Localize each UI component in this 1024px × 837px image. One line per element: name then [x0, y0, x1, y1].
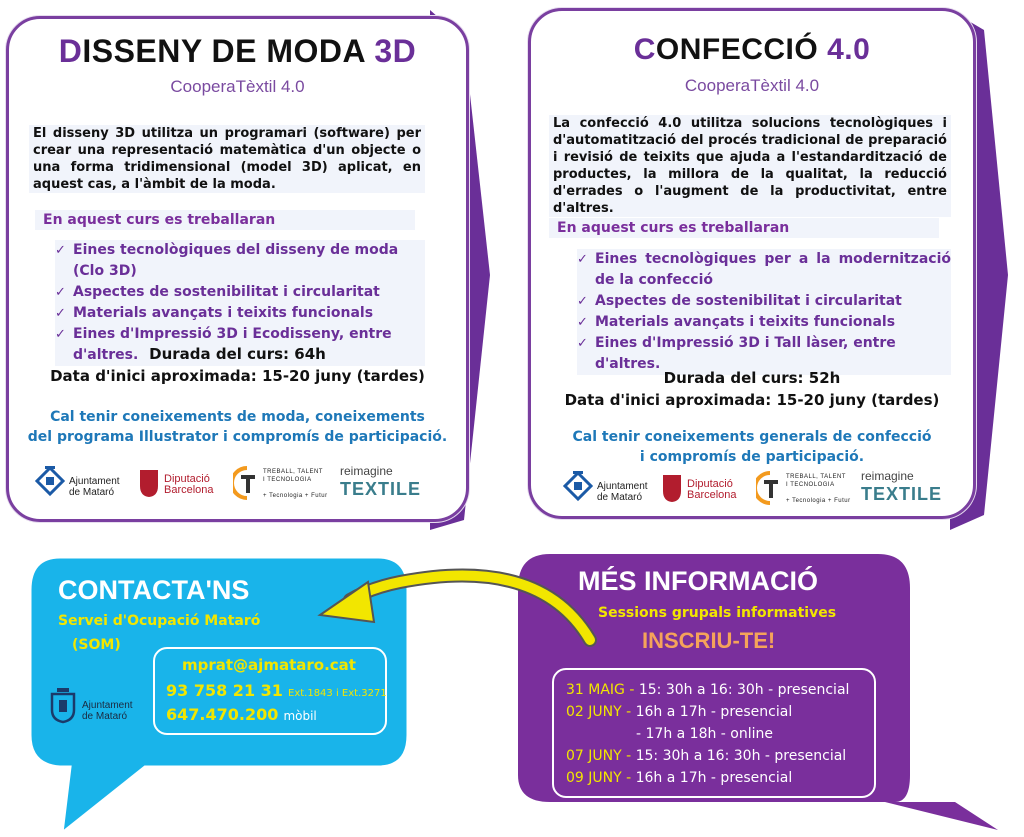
session-row: 07 JUNY - 15: 30h a 16: 30h - presencial [566, 748, 847, 764]
requirements-line-2: i compromís de participació. [639, 449, 865, 465]
sessions-list [566, 679, 849, 789]
course-subtitle: CooperaTèxtil 4.0 [684, 76, 820, 95]
check-icon: ✓ [55, 327, 66, 342]
phone-number[interactable]: 93 758 21 31 [166, 681, 283, 700]
check-icon: ✓ [55, 285, 66, 300]
check-icon: ✓ [577, 336, 588, 351]
course-title: CONFECCIÓ 4.0 [633, 33, 871, 66]
contact-mobile [166, 705, 317, 724]
session-row: 02 JUNY - 16h a 17h - presencial [566, 704, 793, 720]
diputacio-logo: Diputació Barcelona [138, 464, 228, 504]
signup-cta[interactable]: INSCRIU-TE! [642, 628, 776, 653]
list-item: ✓ Materials avançats i teixits funcionals [577, 312, 951, 333]
contact-phone [166, 681, 387, 700]
requirements-line-2: del programa Illustrator i compromís de participació. [27, 429, 448, 445]
topics-lead: En aquest curs es treballaran [549, 218, 939, 238]
ajuntament-emblem-icon [48, 688, 78, 724]
session-row: - 17h a 18h - online [636, 726, 774, 742]
list-item: ✓ Aspectes de sostenibilitat i circularitat [577, 291, 951, 312]
treball-t-icon [756, 471, 784, 505]
diputacio-logo: Diputació Barcelona [661, 471, 751, 507]
reimagine-textile-logo: reimagine TEXTILE [340, 464, 422, 499]
ajuntament-logo: Ajuntament de Mataró [35, 464, 135, 504]
list-item: ✓ Materials avançats i teixits funcionals [55, 303, 425, 324]
topics-lead: En aquest curs es treballaran [35, 210, 415, 230]
course-card-confeccio [528, 8, 976, 519]
session-row: 09 JUNY - 16h a 17h - presencial [566, 770, 793, 786]
check-icon: ✓ [55, 306, 66, 321]
curved-arrow-icon [290, 560, 610, 660]
mobile-label: mòbil [283, 709, 317, 723]
course-description: La confecció 4.0 utilitza solucions tecnològiques i d'automatització del procés tradicional de preparació i revisió de teixits que ajuda a l'estandardització de productes, la millora de la qualitat, la reducció d'errades o l'augment de la productivitat, entre d'altres. [549, 115, 951, 217]
contact-service: Servei d'Ocupació Mataró [58, 613, 261, 629]
course-title: DISSENY DE MODA 3D [58, 33, 417, 69]
list-item: ✓ Eines tecnològiques del disseny de moda (Clo 3D) [55, 242, 399, 279]
requirements-line-1: Cal tenir coneixements de moda, coneixements [50, 409, 425, 425]
requirements-line-1: Cal tenir coneixements generals de confecció [572, 429, 932, 445]
course-duration: Durada del curs: 52h [663, 369, 841, 387]
list-item: ✓ Aspectes de sostenibilitat i circularitat [55, 282, 425, 303]
course-description: El disseny 3D utilitza un programari (software) per crear una representació matemàtica d'un objecte o una forma tridimensional (model 3D) aplicat, en aquest cas, a l'àmbit de la moda. [29, 125, 425, 193]
course-subtitle: CooperaTèxtil 4.0 [170, 77, 305, 96]
ajuntament-logo: Ajuntament de Mataró [48, 688, 148, 728]
list-item: ✓ Eines tecnològiques per a la modernització de la confecció [577, 251, 951, 288]
contact-title: CONTACTA'NS [58, 575, 250, 605]
mobile-number[interactable]: 647.470.200 [166, 705, 279, 724]
info-subtitle: Sessions grupals informatives [598, 605, 837, 621]
treball-talent-logo: TREBALL, TALENT I TECNOLOGIA + Tecnologia + Futur [756, 471, 861, 507]
contact-service-abbr: (SOM) [72, 637, 121, 653]
session-row: 31 MAIG - 15: 30h a 16: 30h - presencial [566, 682, 850, 698]
course-duration: Durada del curs: 64h [149, 345, 326, 363]
diputacio-shield-icon [661, 473, 683, 503]
check-icon: ✓ [577, 252, 588, 267]
reimagine-textile-logo: reimagine TEXTILE [861, 469, 943, 504]
list-item: ✓ Eines d'Impressió 3D i Ecodisseny, entre d'altres. [55, 326, 392, 363]
course-start-date: Data d'inici aproximada: 15-20 juny (tardes) [564, 391, 940, 409]
sponsor-logos [35, 464, 445, 504]
diputacio-shield-icon [138, 468, 160, 498]
check-icon: ✓ [577, 294, 588, 309]
contact-email[interactable]: mprat@ajmataro.cat [182, 656, 356, 674]
treball-talent-logo: TREBALL, TALENT I TECNOLOGIA + Tecnologia + Futur [233, 464, 338, 504]
info-title: MÉS INFORMACIÓ [578, 566, 818, 596]
ajuntament-emblem-icon [563, 471, 593, 505]
phone-extensions: Ext.1843 i Ext.3271 [288, 688, 387, 699]
topics-list [577, 249, 951, 375]
course-start-date: Data d'inici aproximada: 15-20 juny (tardes) [50, 367, 425, 385]
check-icon: ✓ [55, 243, 66, 258]
list-item: ✓ Eines d'Impressió 3D i Tall làser, entre d'altres. [577, 335, 896, 372]
check-icon: ✓ [577, 315, 588, 330]
ajuntament-logo: Ajuntament de Mataró [563, 471, 663, 507]
sponsor-logos [563, 471, 958, 507]
course-card-3d-fashion [6, 16, 469, 522]
treball-t-icon [233, 466, 261, 500]
ajuntament-emblem-icon [35, 466, 65, 500]
